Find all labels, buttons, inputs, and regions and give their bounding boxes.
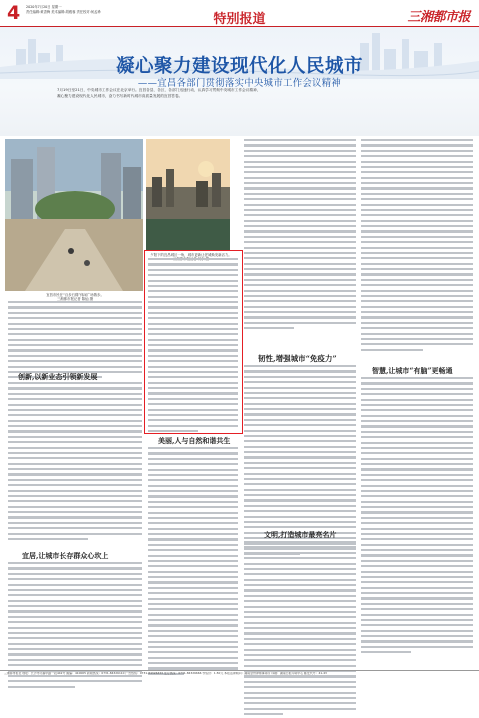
footer-imprint: 三湘都市报社 地址：长沙市芙蓉中路一段442号 邮编：410005 新闻热线：0731-84326110 广告热线：0731-84326333 发行热线：0731-84326666 零售价：1.50元 本报法律顾问：湖南金州律师事务所 印刷：湖南日报印务中心 邮发代号：41-43 bbox=[4, 672, 327, 675]
sunset-city-photo bbox=[146, 139, 230, 251]
center-column-text-bottom bbox=[148, 447, 238, 678]
headline-livable: 宜居,让城市长存群众心坎上 bbox=[22, 551, 109, 560]
left-column-text-top bbox=[8, 301, 142, 382]
sub-headline: ——宜昌各部门贯彻落实中央城市工作会议精神 bbox=[137, 78, 342, 89]
city-square-photo bbox=[5, 139, 143, 291]
page-number: 4 bbox=[7, 2, 21, 24]
headline-innovation: 创新,以新业态引领新发展 bbox=[18, 372, 98, 381]
right-column-text-top bbox=[244, 139, 356, 333]
photo-center-caption: 夕阳下的宜昌城区一角，城市更新让老城焕发新活力。 bbox=[150, 253, 232, 257]
editor-credits: 责任编辑:黄香梅 美术编辑:胡雅蓉 责任校对:何孟珍 bbox=[26, 9, 101, 14]
photo-left bbox=[5, 139, 143, 291]
main-headline: 凝心聚力建设现代化人民城市 bbox=[115, 56, 363, 77]
section-title: 特别报道 bbox=[213, 12, 266, 27]
photo-center bbox=[146, 139, 230, 251]
issue-date: 2020年7月20日 星期一 bbox=[26, 5, 62, 9]
far-right-column-text-top bbox=[361, 139, 473, 354]
lead-paragraph: 7月19日至21日，中央城市工作会议在北京举行。宜昌各县、各区、各部门迅速行动，认真学习贯彻中央城市工作会议精神， 凝心聚力建设现代化人民城市，奋力书写新时代城市高质量发展的宜昌答卷。 bbox=[57, 88, 261, 98]
headline-civilized: 文明,打造城市最亮名片 bbox=[264, 530, 337, 539]
right-column-text-bottom bbox=[244, 541, 356, 718]
headline-smart: 智慧,让城市“有脑”更畅通 bbox=[372, 366, 453, 375]
photo-left-caption: 宜昌市民在“百步石梯”休闲广场散步。 三湘都市报记者 陈灿 摄 bbox=[46, 293, 104, 302]
left-column-text-mid bbox=[8, 382, 142, 543]
center-column-text-top bbox=[148, 258, 238, 435]
far-right-column-text-bottom bbox=[361, 377, 473, 657]
headline-beautiful: 美丽,人与自然和谐共生 bbox=[158, 436, 231, 445]
headline-resilient: 韧性,增强城市“免疫力” bbox=[258, 354, 337, 363]
newspaper-logo: 三湘都市报 bbox=[407, 10, 470, 25]
